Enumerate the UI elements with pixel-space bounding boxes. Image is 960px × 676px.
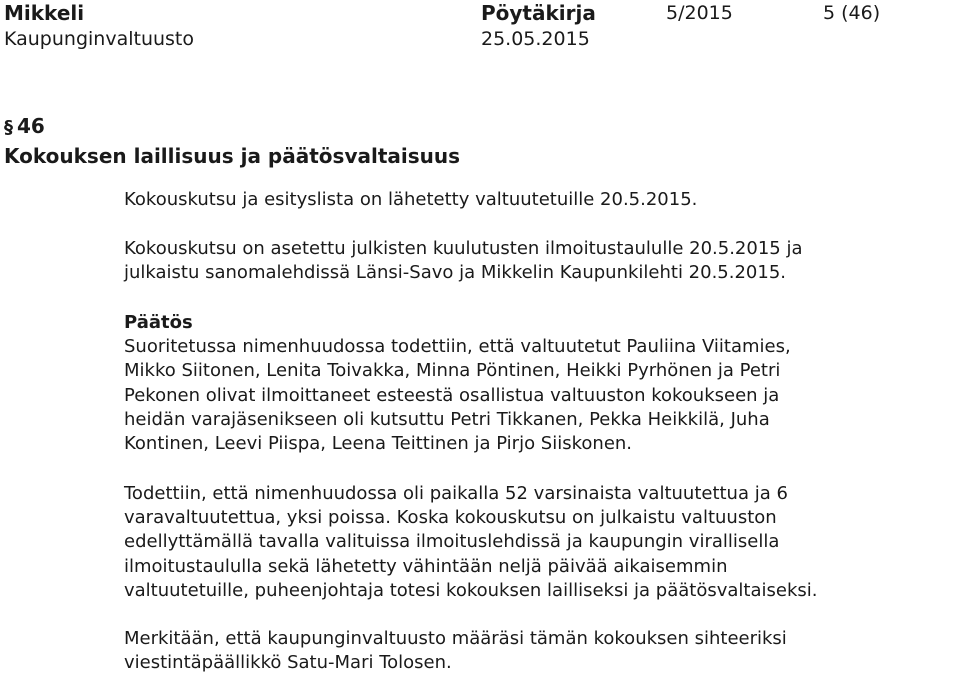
header-doc-number: 5/2015	[666, 2, 733, 24]
text-line: Kokouskutsu ja esityslista on lähetetty valtuutetuille 20.5.2015.	[124, 189, 698, 210]
header-doc-type: Pöytäkirja	[481, 1, 596, 25]
section-number-line	[4, 112, 460, 142]
text-line: Kontinen, Leevi Piispa, Leena Teittinen ja Pirjo Siiskonen.	[124, 433, 633, 455]
decision-label: Päätös	[124, 312, 193, 333]
header-document-block	[481, 0, 596, 52]
text-line: varavaltuutettua, yksi poissa. Koska kokouskutsu on julkaistu valtuuston	[124, 507, 777, 529]
section-heading	[4, 112, 460, 170]
text-line: Merkitään, että kaupunginvaltuusto määräsi tämän kokouksen sihteeriksi	[124, 628, 787, 649]
header-organization-block	[4, 0, 194, 52]
paragraph-secretary	[124, 627, 940, 675]
text-line: julkaistu sanomalehdissä Länsi-Savo ja Mikkelin Kaupunkilehti 20.5.2015.	[124, 262, 786, 284]
text-line: Kokouskutsu on asetettu julkisten kuulutusten ilmoitustaululle 20.5.2015 ja	[124, 238, 803, 259]
header-body-name: Kaupunginvaltuusto	[4, 28, 195, 50]
section-title: Kokouksen laillisuus ja päätösvaltaisuus	[4, 144, 461, 168]
header-date: 25.05.2015	[481, 28, 590, 50]
header-page-number: 5 (46)	[823, 2, 881, 24]
text-line: heidän varajäsenikseen oli kutsuttu Petri Tikkanen, Pekka Heikkilä, Juha	[124, 408, 770, 430]
paragraph-quorum	[124, 482, 940, 603]
text-line: Suoritetussa nimenhuudossa todettiin, että valtuutetut Pauliina Viitamies,	[124, 336, 791, 358]
text-line: viestintäpäällikkö Satu-Mari Tolosen.	[124, 652, 452, 674]
paragraph-invitation-published	[124, 237, 940, 285]
text-line: Todettiin, että nimenhuudossa oli paikalla 52 varsinaista valtuutettua ja 6	[124, 483, 788, 504]
text-line: edellyttämällä tavalla valituissa ilmoituslehdissä ja kaupungin virallisella	[124, 531, 780, 553]
header-org: Mikkeli	[4, 1, 85, 25]
section-symbol: §	[4, 117, 13, 138]
section-number: 46	[17, 114, 45, 138]
text-line: Pekonen olivat ilmoittaneet esteestä osallistua valtuuston kokoukseen ja	[124, 384, 780, 406]
text-line: ilmoitustaululla sekä lähetetty vähintään neljä päivää aikaisemmin	[124, 555, 728, 577]
decision-block	[124, 311, 940, 456]
text-line: Mikko Siitonen, Lenita Toivakka, Minna Pöntinen, Heikki Pyrhönen ja Petri	[124, 360, 781, 382]
paragraph-invitation-sent	[124, 188, 940, 212]
text-line: valtuutetuille, puheenjohtaja totesi kokouksen lailliseksi ja päätösvaltaiseksi.	[124, 579, 818, 601]
